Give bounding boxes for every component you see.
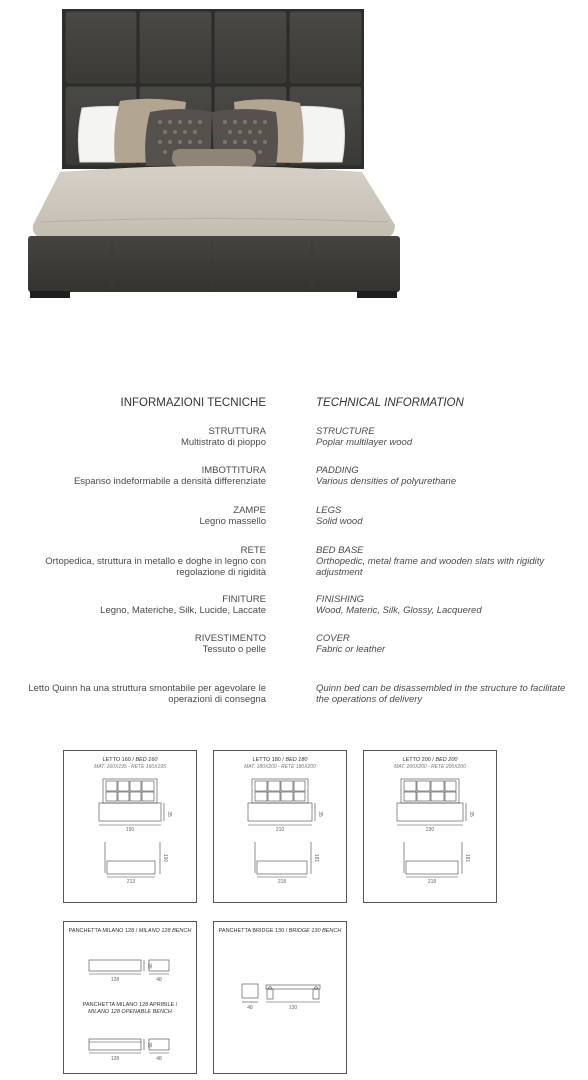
spec-value: Espanso indeformabile a densità differenziate (73, 476, 266, 487)
card-title2-it: PANCHETTA MILANO 128 APRIBILE / (82, 1002, 178, 1008)
width-side-label: 218 (277, 879, 287, 885)
spec-value: Poplar multilayer wood (316, 437, 413, 448)
spec-label: FINISHING (316, 594, 365, 605)
width-side-label: 218 (427, 879, 437, 885)
note-it: Letto Quinn ha una struttura smontabile per agevolare le operazioni di consegna (28, 683, 266, 705)
spec-value: Legno massello (199, 516, 266, 527)
card-title-en: BED 200 (435, 757, 458, 763)
spec-cover-en (316, 633, 578, 655)
width-front-label: 210 (275, 827, 285, 833)
spec-heading-en: TECHNICAL INFORMATION (316, 397, 464, 409)
bench-openable-depth-label: 48 (156, 1056, 162, 1062)
card-title-it: PANCHETTA BRIDGE 130 / (218, 928, 289, 934)
spec-finishing-it (6, 594, 266, 616)
height-side-label: 181 (313, 853, 319, 863)
card-title-it: LETTO 200 / (402, 757, 436, 763)
bench-technical-drawing (64, 922, 196, 1073)
bench-height-label: 35 (146, 963, 152, 969)
bench-width-label: 128 (110, 977, 120, 983)
bench-bridge-dimension-card (213, 921, 347, 1074)
spec-value: Fabric or leather (316, 644, 386, 655)
width-front-label: 190 (125, 827, 135, 833)
height-front-label: 35 (468, 811, 474, 817)
spec-value: Ortopedica, struttura in metallo e doghe in legno con regolazione di rigidità (45, 556, 266, 578)
spec-value: Wood, Materic, Silk, Glossy, Lacquered (316, 605, 482, 616)
spec-label: RETE (240, 545, 266, 556)
spec-value: Multistrato di pioppo (180, 437, 266, 448)
spec-bedbase-it (16, 545, 266, 578)
bench-milano-dimension-card (63, 921, 197, 1074)
bed-product-image (0, 0, 588, 320)
spec-label: BED BASE (316, 545, 364, 556)
card-title-en: BRIDGE 130 BENCH (288, 928, 342, 934)
bench-technical-drawing (214, 922, 346, 1073)
bed-200-dimension-card (363, 750, 497, 903)
bed-160-dimension-card (63, 750, 197, 903)
spec-structure-en (316, 426, 578, 448)
card-title-en: MILANO 128 BENCH (138, 928, 192, 934)
spec-legs-it (6, 505, 266, 527)
spec-value: Legno, Materiche, Silk, Lucide, Laccate (100, 605, 266, 616)
spec-label: STRUCTURE (316, 426, 375, 437)
bench-openable-height-label: 35 (146, 1042, 152, 1048)
bench-width-label: 130 (288, 1005, 298, 1011)
card-sub: MAT. 180X200 - RETE 180X200 (244, 764, 316, 770)
spec-label: COVER (316, 633, 350, 644)
spec-value: Solid wood (316, 516, 363, 527)
bench-openable-width-label: 128 (110, 1056, 120, 1062)
bed-technical-drawing (364, 751, 496, 902)
card-title-en: BED 180 (285, 757, 308, 763)
spec-heading-it: INFORMAZIONI TECNICHE (120, 397, 266, 409)
spec-padding-en (316, 465, 578, 487)
bench-depth-label: 48 (156, 977, 162, 983)
card-sub: MAT. 160X195 - RETE 160X195 (94, 764, 166, 770)
spec-label: RIVESTIMENTO (194, 633, 266, 644)
spec-legs-en (316, 505, 578, 527)
spec-label: IMBOTTITURA (201, 465, 266, 476)
spec-value: Tessuto o pelle (202, 644, 266, 655)
bed-technical-drawing (214, 751, 346, 902)
spec-structure-it (6, 426, 266, 448)
card-title-it: PANCHETTA MILANO 128 / (68, 928, 139, 934)
width-side-label: 213 (126, 879, 136, 885)
card-title-en: BED 160 (135, 757, 158, 763)
spec-cover-it (6, 633, 266, 655)
bench-depth-label: 48 (247, 1005, 253, 1011)
spec-label: ZAMPE (233, 505, 266, 516)
bed-technical-drawing (64, 751, 196, 902)
height-side-label: 190 (162, 853, 168, 863)
spec-value: Orthopedic, metal frame and wooden slats with rigidity adjustment (316, 556, 545, 578)
height-side-label: 181 (464, 853, 470, 863)
spec-value: Various densities of polyurethane (316, 476, 457, 487)
spec-padding-it (6, 465, 266, 487)
card-sub: MAT. 200X200 - RETE 200X200 (394, 764, 466, 770)
bed-180-dimension-card (213, 750, 347, 903)
spec-label: PADDING (316, 465, 359, 476)
spec-finishing-en (316, 594, 578, 616)
spec-bedbase-en (316, 545, 566, 578)
spec-label: FINITURE (222, 594, 266, 605)
card-title2-en: MILANO 128 OPENABLE BENCH (88, 1009, 172, 1015)
height-front-label: 35 (317, 811, 323, 817)
spec-label: LEGS (316, 505, 342, 516)
spec-label: STRUTTURA (208, 426, 266, 437)
width-front-label: 230 (425, 827, 435, 833)
card-title-it: LETTO 180 / (252, 757, 286, 763)
height-front-label: 35 (166, 811, 172, 817)
card-title-it: LETTO 160 / (102, 757, 136, 763)
note-en: Quinn bed can be disassembled in the structure to facilitate the operations of delivery (316, 683, 566, 705)
